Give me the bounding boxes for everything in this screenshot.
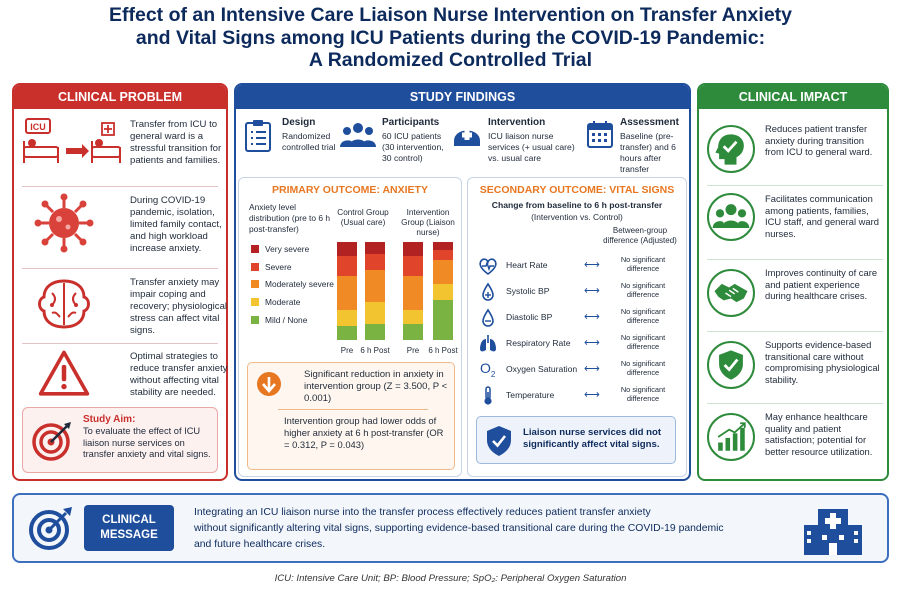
primary-outcome-panel [238,177,462,477]
double-arrow-icon: ⟷ [584,311,600,323]
bar-segment [337,242,357,256]
lungs-icon [478,334,498,354]
vital-diff: No significant difference [620,307,666,325]
message-line-2: without significantly altering vital signs, supporting evidence-based transitional care during the COVID-19 pandemic [194,523,724,534]
problem-item-anxiety [22,275,228,339]
result-divider [278,409,428,410]
legend-label: Very severe [265,244,310,254]
legend-swatch [251,280,259,288]
clinical-problem-header: CLINICAL PROBLEM [14,85,226,109]
participants-item [340,117,452,177]
study-aim-title: Study Aim: [83,414,136,425]
legend-swatch [251,245,259,253]
vital-row-respiratory [478,332,678,356]
blood-pressure-icon [478,282,498,302]
nurse-cap-icon [452,121,482,149]
impact-item [707,117,883,183]
secondary-outcome-title: SECONDARY OUTCOME: VITAL SIGNS [479,184,675,196]
legend-label: Moderately severe [265,279,334,289]
thermometer-icon [478,386,498,406]
anxiety-result-1: Significant reduction in anxiety in intervention group (Z = 3.500, P < 0.001) [304,369,448,404]
vital-diff: No significant difference [620,333,666,351]
pre-label: Pre [340,346,354,355]
study-findings-panel [234,83,691,481]
virus-icon [34,193,94,253]
problem-divider [22,343,218,344]
assessment-title: Assessment [620,117,679,128]
post-label: 6 h Post [360,346,390,355]
bar-intervention-post [433,242,453,340]
intervention-item [452,117,578,177]
bar-segment [433,284,453,300]
problem-item-covid [22,193,222,263]
message-line-3: and future healthcare crises. [194,539,326,550]
vital-label: Heart Rate [506,260,548,270]
impact-item [707,409,883,475]
problem-text-3: Transfer anxiety may impair coping and recovery; physiological stress can affect vital signs. [130,277,228,336]
vital-label: Diastolic BP [506,312,553,322]
vital-row-diastolic [478,306,678,330]
anxiety-result-2: Intervention group had lower odds of higher anxiety at 6 h post-transfer (OR = 0.312, P = 0.043) [284,415,444,450]
secondary-outcome-panel [467,177,687,477]
problem-divider [22,186,218,187]
vital-label: Respiratory Rate [506,338,571,348]
control-group-label: Control Group (Usual care) [337,208,389,227]
people-icon [340,121,376,149]
vital-row-systolic [478,280,678,304]
vital-row-heart-rate [478,254,678,278]
intervention-title: Intervention [488,117,546,128]
shield-check-icon [485,425,513,457]
oxygen-icon [480,360,500,380]
clinical-impact-header: CLINICAL IMPACT [699,85,887,109]
study-aim-box [22,407,218,473]
assessment-item [586,117,690,177]
shield-check-icon [707,341,755,389]
vital-label: Oxygen Saturation [506,364,578,374]
impact-item [707,337,883,401]
bar-segment [365,254,385,270]
clinical-message-badge [84,505,174,551]
participants-title: Participants [382,117,440,128]
design-item [244,117,344,177]
impact-text-5: May enhance healthcare quality and patient satisfaction; potential for better resource utilization. [765,411,873,457]
vital-diff: No significant difference [620,255,666,273]
impact-text-4: Supports evidence-based transitional care without compromising physiological stability. [765,339,880,385]
bar-segment [433,260,453,284]
vital-diff: No significant difference [620,385,666,403]
problem-item-transfer [22,115,222,183]
bar-segment [433,242,453,250]
bar-segment [403,242,423,256]
head-check-icon [707,125,755,173]
impact-item [707,191,883,257]
team-icon [707,193,755,241]
bar-segment [365,324,385,340]
vitals-subtitle-2: (Intervention vs. Control) [531,212,623,222]
clinical-impact-panel [697,83,889,481]
legend-swatch [251,316,259,324]
heart-rate-icon [478,256,498,276]
vital-row-oxygen [478,358,678,382]
legend-swatch [251,298,259,306]
bar-segment [337,256,357,276]
vital-diff: No significant difference [620,281,666,299]
vitals-conclusion: Liaison nurse services did not significantly affect vital signs. [523,427,662,450]
target-icon [28,505,74,551]
assessment-text: Baseline (pre-transfer) and 6 hours after transfer [620,131,676,174]
growth-chart-icon [707,413,755,461]
double-arrow-icon: ⟷ [584,363,600,375]
bar-segment [365,242,385,254]
vital-row-temperature [478,384,678,408]
warning-icon [34,347,94,401]
vitals-conclusion-box [476,416,676,464]
icu-transfer-icon [22,115,122,171]
impact-divider [707,185,883,186]
impact-text-2: Facilitates communication among patients, families, ICU staff, and general ward nurses. [765,193,879,239]
target-icon [31,420,73,462]
double-arrow-icon: ⟷ [584,389,600,401]
vital-diff: No significant difference [620,359,666,377]
bar-segment [403,310,423,324]
footnote: ICU: Intensive Care Unit; BP: Blood Pressure; SpO₂: Peripheral Oxygen Saturation [274,573,627,584]
study-findings-header: STUDY FINDINGS [236,85,689,109]
design-text: Randomized controlled trial [282,131,336,152]
intervention-text: ICU liaison nurse services (+ usual care) vs. usual care [488,131,575,163]
bar-segment [365,270,385,302]
legend-swatch [251,263,259,271]
double-arrow-icon: ⟷ [584,259,600,271]
anxiety-legend-title: Anxiety level distribution (pre to 6 h post-transfer) [249,202,331,234]
oxygen-symbol: O [480,360,491,376]
impact-divider [707,259,883,260]
bar-segment [403,276,423,310]
bar-segment [403,256,423,276]
handshake-icon [707,269,755,317]
title-line-3: A Randomized Controlled Trial [308,49,593,71]
bar-segment [365,302,385,324]
icu-sign-label: ICU [30,122,46,132]
bar-intervention-pre [403,242,423,340]
impact-text-3: Improves continuity of care and patient experience during healthcare crises. [765,267,878,302]
clipboard-icon [244,119,272,153]
hospital-icon [802,501,864,557]
pre-label: Pre [406,346,420,355]
impact-text-1: Reduces patient transfer anxiety during transition from ICU to general ward. [765,123,873,158]
bar-segment [433,300,453,340]
post-label: 6 h Post [428,346,458,355]
badge-line-1: CLINICAL [102,514,156,526]
legend-label: Severe [265,262,292,272]
brain-icon [34,275,94,335]
design-title: Design [282,117,316,128]
title-line-1: Effect of an Intensive Care Liaison Nurse Intervention on Transfer Anxiety [108,4,793,26]
bar-segment [433,250,453,260]
participants-text: 60 ICU patients (30 intervention, 30 control) [382,131,444,163]
title-line-2: and Vital Signs among ICU Patients during the COVID-19 Pandemic: [135,26,766,49]
vital-label: Temperature [506,390,555,400]
clinical-problem-panel [12,83,228,481]
oxygen-subscript: 2 [490,369,496,379]
legend-label: Mild / None [265,315,308,325]
calendar-icon [586,119,614,149]
impact-item [707,265,883,329]
bar-segment [403,324,423,340]
page-title [20,4,881,72]
problem-divider [22,268,218,269]
impact-divider [707,331,883,332]
problem-text-2: During COVID-19 pandemic, isolation, limited family contact, and high workload increase anxiety. [130,195,222,254]
clinical-message-bar [12,493,889,563]
problem-text-4: Optimal strategies to reduce transfer anxiety without affecting vital stability are needed. [130,351,228,398]
bar-control-post [365,242,385,340]
bar-segment [337,276,357,310]
blood-pressure-icon [478,308,498,328]
message-line-1: Integrating an ICU liaison nurse into the transfer process effectively reduces patient transfer anxiety [194,507,651,518]
double-arrow-icon: ⟷ [584,285,600,297]
bar-control-pre [337,242,357,340]
vital-label: Systolic BP [506,286,550,296]
badge-line-2: MESSAGE [100,529,158,541]
intervention-group-label: Intervention Group (Liaison nurse) [401,208,455,237]
down-arrow-icon [256,371,282,397]
problem-item-strategy [22,349,228,403]
clinical-message-text [194,505,794,553]
double-arrow-icon: ⟷ [584,337,600,349]
study-aim-text: To evaluate the effect of ICU liaison nurse services on transfer anxiety and vital signs. [83,426,211,459]
impact-divider [707,403,883,404]
vitals-subtitle-1: Change from baseline to 6 h post-transfer [491,200,663,210]
legend-label: Moderate [265,297,301,307]
bar-segment [337,326,357,340]
problem-text-1: Transfer from ICU to general ward is a stressful transition for patients and families. [130,119,222,166]
primary-outcome-title: PRIMARY OUTCOME: ANXIETY [272,184,428,196]
anxiety-result-box [247,362,455,470]
bar-segment [337,310,357,326]
diff-header: Between-group difference (Adjusted) [603,226,677,245]
